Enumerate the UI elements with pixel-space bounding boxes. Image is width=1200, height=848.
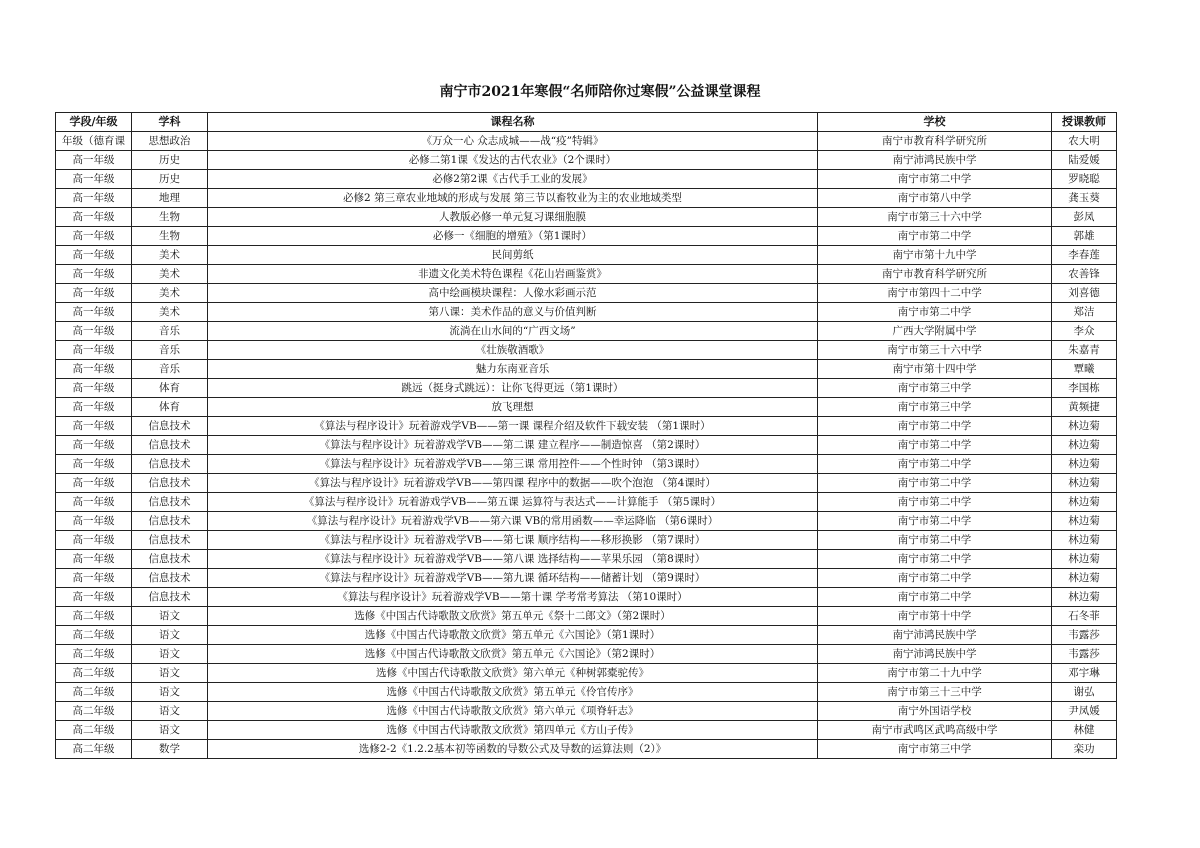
cell-grade: 高二年级: [56, 645, 132, 664]
cell-grade: 高二年级: [56, 702, 132, 721]
table-row: [56, 303, 1117, 322]
table-row: [56, 398, 1117, 417]
cell-school: 南宁市第二中学: [818, 588, 1052, 607]
table-row: [56, 588, 1117, 607]
cell-grade: 高一年级: [56, 455, 132, 474]
cell-subject: 体育: [132, 379, 208, 398]
cell-course-name: 《算法与程序设计》玩着游戏学VB——第十课 学考常考算法 （第10课时）: [208, 588, 818, 607]
cell-teacher: 农善锋: [1052, 265, 1117, 284]
cell-subject: 美术: [132, 303, 208, 322]
cell-course-name: 必修2第2课《古代手工业的发展》: [208, 170, 818, 189]
cell-school: 南宁市第二中学: [818, 303, 1052, 322]
cell-grade: 高一年级: [56, 360, 132, 379]
cell-school: 南宁市第三十六中学: [818, 208, 1052, 227]
cell-school: 南宁沛鸿民族中学: [818, 626, 1052, 645]
cell-teacher: 林边菊: [1052, 474, 1117, 493]
cell-school: 南宁外国语学校: [818, 702, 1052, 721]
table-row: [56, 702, 1117, 721]
cell-grade: 高一年级: [56, 303, 132, 322]
cell-course-name: 人教版必修一单元复习课细胞膜: [208, 208, 818, 227]
cell-subject: 语文: [132, 607, 208, 626]
cell-subject: 历史: [132, 170, 208, 189]
table-row: [56, 436, 1117, 455]
table-row: [56, 208, 1117, 227]
cell-course-name: 《算法与程序设计》玩着游戏学VB——第三课 常用控件——个性时钟 （第3课时）: [208, 455, 818, 474]
cell-teacher: 邓宇琳: [1052, 664, 1117, 683]
table-row: [56, 550, 1117, 569]
cell-course-name: 跳远（挺身式跳远）：让你飞得更远（第1课时）: [208, 379, 818, 398]
cell-subject: 地理: [132, 189, 208, 208]
cell-subject: 语文: [132, 626, 208, 645]
cell-teacher: 林健: [1052, 721, 1117, 740]
cell-subject: 信息技术: [132, 588, 208, 607]
cell-subject: 音乐: [132, 322, 208, 341]
cell-subject: 生物: [132, 227, 208, 246]
cell-teacher: 彭凤: [1052, 208, 1117, 227]
cell-subject: 语文: [132, 664, 208, 683]
cell-teacher: 李春莲: [1052, 246, 1117, 265]
table-row: [56, 322, 1117, 341]
cell-school: 南宁市第十四中学: [818, 360, 1052, 379]
cell-course-name: 选修《中国古代诗歌散文欣赏》第六单元《种树郭橐驼传》: [208, 664, 818, 683]
cell-grade: 高一年级: [56, 341, 132, 360]
cell-grade: 年级（德育课: [56, 132, 132, 151]
table-row: [56, 265, 1117, 284]
table-row: [56, 683, 1117, 702]
table-row: [56, 645, 1117, 664]
cell-grade: 高一年级: [56, 474, 132, 493]
cell-course-name: 《算法与程序设计》玩着游戏学VB——第一课 课程介绍及软件下载安装 （第1课时）: [208, 417, 818, 436]
cell-teacher: 韦露莎: [1052, 626, 1117, 645]
cell-school: 南宁市第三中学: [818, 379, 1052, 398]
header-school: 学校: [818, 113, 1052, 132]
cell-grade: 高一年级: [56, 588, 132, 607]
cell-course-name: 选修《中国古代诗歌散文欣赏》第五单元《六国论》（第2课时）: [208, 645, 818, 664]
cell-grade: 高一年级: [56, 417, 132, 436]
cell-course-name: 《算法与程序设计》玩着游戏学VB——第六课 VB的常用函数——幸运降临 （第6课时）: [208, 512, 818, 531]
cell-grade: 高一年级: [56, 379, 132, 398]
table-body: [56, 132, 1117, 759]
cell-school: 南宁市武鸣区武鸣高级中学: [818, 721, 1052, 740]
header-subject: 学科: [132, 113, 208, 132]
table-row: [56, 626, 1117, 645]
cell-grade: 高二年级: [56, 683, 132, 702]
table-row: [56, 531, 1117, 550]
cell-subject: 信息技术: [132, 455, 208, 474]
table-row: [56, 417, 1117, 436]
cell-course-name: 高中绘画模块课程：人像水彩画示范: [208, 284, 818, 303]
cell-school: 南宁市第八中学: [818, 189, 1052, 208]
cell-subject: 语文: [132, 721, 208, 740]
table-row: [56, 740, 1117, 759]
cell-teacher: 李国栋: [1052, 379, 1117, 398]
cell-school: 南宁市第二中学: [818, 455, 1052, 474]
cell-teacher: 林边菊: [1052, 550, 1117, 569]
cell-school: 南宁市第三中学: [818, 740, 1052, 759]
cell-school: 广西大学附属中学: [818, 322, 1052, 341]
cell-grade: 高一年级: [56, 227, 132, 246]
cell-grade: 高一年级: [56, 531, 132, 550]
table-row: [56, 170, 1117, 189]
cell-subject: 信息技术: [132, 493, 208, 512]
cell-teacher: 林边菊: [1052, 436, 1117, 455]
cell-teacher: 林边菊: [1052, 588, 1117, 607]
cell-teacher: 林边菊: [1052, 512, 1117, 531]
cell-grade: 高一年级: [56, 284, 132, 303]
cell-school: 南宁市第二十九中学: [818, 664, 1052, 683]
cell-subject: 生物: [132, 208, 208, 227]
table-row: [56, 493, 1117, 512]
cell-grade: 高二年级: [56, 721, 132, 740]
cell-grade: 高一年级: [56, 246, 132, 265]
cell-course-name: 《算法与程序设计》玩着游戏学VB——第二课 建立程序——制造惊喜 （第2课时）: [208, 436, 818, 455]
cell-subject: 语文: [132, 645, 208, 664]
cell-school: 南宁沛鸿民族中学: [818, 151, 1052, 170]
cell-course-name: 选修《中国古代诗歌散文欣赏》第四单元《方山子传》: [208, 721, 818, 740]
cell-subject: 音乐: [132, 360, 208, 379]
cell-grade: 高二年级: [56, 607, 132, 626]
table-row: [56, 151, 1117, 170]
cell-school: 南宁市第三十六中学: [818, 341, 1052, 360]
cell-grade: 高一年级: [56, 550, 132, 569]
cell-school: 南宁市第二中学: [818, 417, 1052, 436]
cell-course-name: 《壮族敬酒歌》: [208, 341, 818, 360]
cell-teacher: 谢弘: [1052, 683, 1117, 702]
cell-teacher: 罗晓聪: [1052, 170, 1117, 189]
cell-teacher: 郭雄: [1052, 227, 1117, 246]
cell-grade: 高一年级: [56, 569, 132, 588]
cell-grade: 高二年级: [56, 740, 132, 759]
cell-school: 南宁市第二中学: [818, 436, 1052, 455]
cell-course-name: 魅力东南亚音乐: [208, 360, 818, 379]
cell-course-name: 民间剪纸: [208, 246, 818, 265]
cell-grade: 高一年级: [56, 265, 132, 284]
cell-subject: 信息技术: [132, 436, 208, 455]
table-row: [56, 284, 1117, 303]
cell-teacher: 林边菊: [1052, 569, 1117, 588]
cell-course-name: 选修《中国古代诗歌散文欣赏》第五单元《六国论》（第1课时）: [208, 626, 818, 645]
cell-grade: 高一年级: [56, 189, 132, 208]
table-row: [56, 189, 1117, 208]
cell-grade: 高二年级: [56, 626, 132, 645]
table-header-row: [56, 113, 1117, 132]
cell-subject: 历史: [132, 151, 208, 170]
cell-teacher: 尹凤媛: [1052, 702, 1117, 721]
header-course-name: 课程名称: [208, 113, 818, 132]
cell-grade: 高一年级: [56, 170, 132, 189]
cell-teacher: 农大明: [1052, 132, 1117, 151]
cell-course-name: 选修《中国古代诗歌散文欣赏》第六单元《项脊轩志》: [208, 702, 818, 721]
cell-school: 南宁市第二中学: [818, 550, 1052, 569]
course-table: [55, 112, 1117, 759]
cell-school: 南宁市教育科学研究所: [818, 265, 1052, 284]
cell-subject: 信息技术: [132, 550, 208, 569]
cell-subject: 思想政治: [132, 132, 208, 151]
cell-teacher: 韦露莎: [1052, 645, 1117, 664]
cell-school: 南宁市第二中学: [818, 170, 1052, 189]
cell-course-name: 第八课：美术作品的意义与价值判断: [208, 303, 818, 322]
cell-school: 南宁市第二中学: [818, 512, 1052, 531]
cell-subject: 信息技术: [132, 474, 208, 493]
cell-teacher: 陆爱媛: [1052, 151, 1117, 170]
table-row: [56, 360, 1117, 379]
cell-school: 南宁市第三中学: [818, 398, 1052, 417]
cell-subject: 信息技术: [132, 512, 208, 531]
cell-course-name: 《算法与程序设计》玩着游戏学VB——第五课 运算符与表达式——计算能手 （第5课时）: [208, 493, 818, 512]
cell-subject: 美术: [132, 284, 208, 303]
cell-school: 南宁市第三十三中学: [818, 683, 1052, 702]
cell-course-name: 《万众一心 众志成城——战“疫”特辑》: [208, 132, 818, 151]
cell-school: 南宁市第十九中学: [818, 246, 1052, 265]
table-row: [56, 569, 1117, 588]
table-row: [56, 341, 1117, 360]
cell-subject: 美术: [132, 265, 208, 284]
cell-course-name: 选修《中国古代诗歌散文欣赏》第五单元《伶官传序》: [208, 683, 818, 702]
cell-course-name: 放飞理想: [208, 398, 818, 417]
cell-course-name: 必修一《细胞的增殖》（第1课时）: [208, 227, 818, 246]
cell-subject: 信息技术: [132, 569, 208, 588]
cell-course-name: 非遗文化美术特色课程《花山岩画鉴赏》: [208, 265, 818, 284]
cell-grade: 高一年级: [56, 151, 132, 170]
page-title: 南宁市2021年寒假“名师陪你过寒假”公益课堂课程: [439, 84, 761, 100]
cell-teacher: 朱嘉青: [1052, 341, 1117, 360]
cell-school: 南宁市第四十二中学: [818, 284, 1052, 303]
cell-course-name: 必修二第1课《发达的古代农业》（2个课时）: [208, 151, 818, 170]
cell-school: 南宁市第二中学: [818, 493, 1052, 512]
table-row: [56, 721, 1117, 740]
cell-school: 南宁市教育科学研究所: [818, 132, 1052, 151]
cell-school: 南宁市第二中学: [818, 474, 1052, 493]
cell-teacher: 石冬菲: [1052, 607, 1117, 626]
cell-school: 南宁市第二中学: [818, 569, 1052, 588]
cell-subject: 体育: [132, 398, 208, 417]
cell-subject: 数学: [132, 740, 208, 759]
cell-school: 南宁市第十中学: [818, 607, 1052, 626]
cell-school: 南宁市第二中学: [818, 531, 1052, 550]
cell-teacher: 林边菊: [1052, 455, 1117, 474]
header-teacher: 授课教师: [1052, 113, 1117, 132]
cell-course-name: 《算法与程序设计》玩着游戏学VB——第八课 选择结构——苹果乐园 （第8课时）: [208, 550, 818, 569]
table-row: [56, 607, 1117, 626]
cell-course-name: 流淌在山水间的“广西文场”: [208, 322, 818, 341]
cell-course-name: 《算法与程序设计》玩着游戏学VB——第四课 程序中的数据——吹个泡泡 （第4课时）: [208, 474, 818, 493]
cell-grade: 高一年级: [56, 322, 132, 341]
cell-teacher: 龚玉葵: [1052, 189, 1117, 208]
table-row: [56, 664, 1117, 683]
cell-teacher: 李众: [1052, 322, 1117, 341]
table-row: [56, 246, 1117, 265]
cell-subject: 美术: [132, 246, 208, 265]
cell-teacher: 黄频捷: [1052, 398, 1117, 417]
cell-teacher: 郑洁: [1052, 303, 1117, 322]
cell-school: 南宁市第二中学: [818, 227, 1052, 246]
cell-course-name: 《算法与程序设计》玩着游戏学VB——第九课 循环结构——储蓄计划 （第9课时）: [208, 569, 818, 588]
cell-subject: 语文: [132, 683, 208, 702]
cell-teacher: 林边菊: [1052, 493, 1117, 512]
table-row: [56, 227, 1117, 246]
header-grade: 学段/年级: [56, 113, 132, 132]
cell-course-name: 《算法与程序设计》玩着游戏学VB——第七课 顺序结构——移形换影 （第7课时）: [208, 531, 818, 550]
cell-subject: 音乐: [132, 341, 208, 360]
table-row: [56, 455, 1117, 474]
table-row: [56, 512, 1117, 531]
table-row: [56, 132, 1117, 151]
cell-grade: 高一年级: [56, 436, 132, 455]
cell-course-name: 选修2-2《1.2.2基本初等函数的导数公式及导数的运算法则（2）》: [208, 740, 818, 759]
cell-grade: 高一年级: [56, 208, 132, 227]
cell-teacher: 刘喜德: [1052, 284, 1117, 303]
cell-teacher: 林边菊: [1052, 417, 1117, 436]
table-row: [56, 379, 1117, 398]
cell-school: 南宁沛鸿民族中学: [818, 645, 1052, 664]
cell-teacher: 覃曦: [1052, 360, 1117, 379]
cell-grade: 高二年级: [56, 664, 132, 683]
cell-grade: 高一年级: [56, 512, 132, 531]
cell-subject: 信息技术: [132, 417, 208, 436]
cell-course-name: 选修《中国古代诗歌散文欣赏》第五单元《祭十二郎文》（第2课时）: [208, 607, 818, 626]
cell-teacher: 林边菊: [1052, 531, 1117, 550]
cell-teacher: 栾功: [1052, 740, 1117, 759]
cell-grade: 高一年级: [56, 398, 132, 417]
cell-course-name: 必修2 第三章农业地域的形成与发展 第三节以畜牧业为主的农业地域类型: [208, 189, 818, 208]
cell-grade: 高一年级: [56, 493, 132, 512]
cell-subject: 信息技术: [132, 531, 208, 550]
cell-subject: 语文: [132, 702, 208, 721]
table-row: [56, 474, 1117, 493]
